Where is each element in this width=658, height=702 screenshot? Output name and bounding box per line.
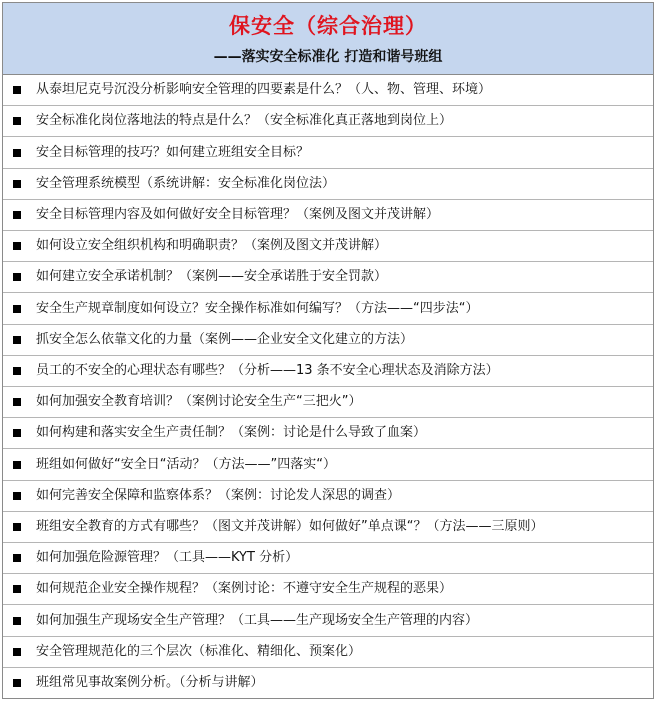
square-bullet-icon bbox=[13, 585, 21, 593]
square-bullet-icon bbox=[13, 648, 21, 656]
list-item bbox=[3, 605, 653, 636]
list-item-text: 员工的不安全的心理状态有哪些？（分析——13 条不安全心理状态及消除方法） bbox=[36, 362, 499, 378]
square-bullet-icon bbox=[13, 554, 21, 562]
square-bullet-icon bbox=[13, 305, 21, 313]
list-item bbox=[3, 106, 653, 137]
list-item bbox=[3, 200, 653, 231]
square-bullet-icon bbox=[13, 149, 21, 157]
item-list bbox=[3, 75, 653, 698]
list-item-text: 抓安全怎么依靠文化的力量（案例——企业安全文化建立的方法） bbox=[36, 331, 414, 347]
list-item-text: 如何规范企业安全操作规程？（案例讨论：不遵守安全生产规程的恶果） bbox=[36, 581, 453, 597]
list-item bbox=[3, 231, 653, 262]
square-bullet-icon bbox=[13, 242, 21, 250]
list-item bbox=[3, 262, 653, 293]
square-bullet-icon bbox=[13, 617, 21, 625]
square-bullet-icon bbox=[13, 429, 21, 437]
list-item bbox=[3, 325, 653, 356]
list-item bbox=[3, 668, 653, 698]
list-item-text: 安全目标管理的技巧？如何建立班组安全目标？ bbox=[36, 144, 310, 160]
square-bullet-icon bbox=[13, 679, 21, 687]
list-item bbox=[3, 449, 653, 480]
square-bullet-icon bbox=[13, 117, 21, 125]
list-item-text: 安全标准化岗位落地法的特点是什么？（安全标准化真正落地到岗位上） bbox=[36, 113, 453, 129]
list-item bbox=[3, 387, 653, 418]
list-item-text: 如何设立安全组织机构和明确职责？（案例及图文并茂讲解） bbox=[36, 238, 388, 254]
list-item-text: 安全生产规章制度如何设立？安全操作标准如何编写？（方法——“四步法“） bbox=[36, 300, 479, 316]
list-item bbox=[3, 137, 653, 168]
page-subtitle: ——落实安全标准化 打造和谐号班组 bbox=[213, 49, 443, 65]
list-item bbox=[3, 293, 653, 324]
list-item-text: 班组如何做好“安全日“活动？（方法——”四落实“） bbox=[36, 456, 336, 472]
list-item bbox=[3, 481, 653, 512]
list-item-text: 如何完善安全保障和监察体系？（案例：讨论发人深思的调查） bbox=[36, 487, 401, 503]
list-item bbox=[3, 574, 653, 605]
list-item-text: 如何加强危险源管理？（工具——KYT 分析） bbox=[36, 550, 299, 566]
content-table bbox=[2, 2, 654, 699]
list-item-text: 安全管理系统模型（系统讲解：安全标准化岗位法） bbox=[36, 175, 336, 191]
list-item-text: 如何构建和落实安全生产责任制？（案例：讨论是什么导致了血案） bbox=[36, 425, 427, 441]
page-title: 保安全（综合治理） bbox=[229, 13, 427, 38]
square-bullet-icon bbox=[13, 180, 21, 188]
square-bullet-icon bbox=[13, 398, 21, 406]
list-item-text: 安全管理规范化的三个层次（标准化、精细化、预案化） bbox=[36, 643, 362, 659]
list-item-text: 班组安全教育的方式有哪些？（图文并茂讲解）如何做好”单点课“？（方法——三原则） bbox=[36, 518, 544, 534]
list-item bbox=[3, 169, 653, 200]
square-bullet-icon bbox=[13, 523, 21, 531]
list-item bbox=[3, 512, 653, 543]
table-header bbox=[3, 3, 653, 75]
list-item bbox=[3, 637, 653, 668]
list-item-text: 安全目标管理内容及如何做好安全目标管理？（案例及图文并茂讲解） bbox=[36, 206, 440, 222]
list-item bbox=[3, 418, 653, 449]
list-item-text: 如何加强安全教育培训？（案例讨论安全生产“三把火”） bbox=[36, 394, 362, 410]
square-bullet-icon bbox=[13, 86, 21, 94]
square-bullet-icon bbox=[13, 367, 21, 375]
list-item-text: 从泰坦尼克号沉没分析影响安全管理的四要素是什么？（人、物、管理、环境） bbox=[36, 82, 492, 98]
square-bullet-icon bbox=[13, 336, 21, 344]
square-bullet-icon bbox=[13, 211, 21, 219]
square-bullet-icon bbox=[13, 273, 21, 281]
square-bullet-icon bbox=[13, 461, 21, 469]
square-bullet-icon bbox=[13, 492, 21, 500]
list-item-text: 如何建立安全承诺机制？（案例——安全承诺胜于安全罚款） bbox=[36, 269, 388, 285]
list-item-text: 如何加强生产现场安全生产管理？（工具——生产现场安全生产管理的内容） bbox=[36, 612, 479, 628]
list-item bbox=[3, 356, 653, 387]
list-item-text: 班组常见事故案例分析。（分析与讲解） bbox=[36, 674, 264, 690]
list-item bbox=[3, 543, 653, 574]
list-item bbox=[3, 75, 653, 106]
